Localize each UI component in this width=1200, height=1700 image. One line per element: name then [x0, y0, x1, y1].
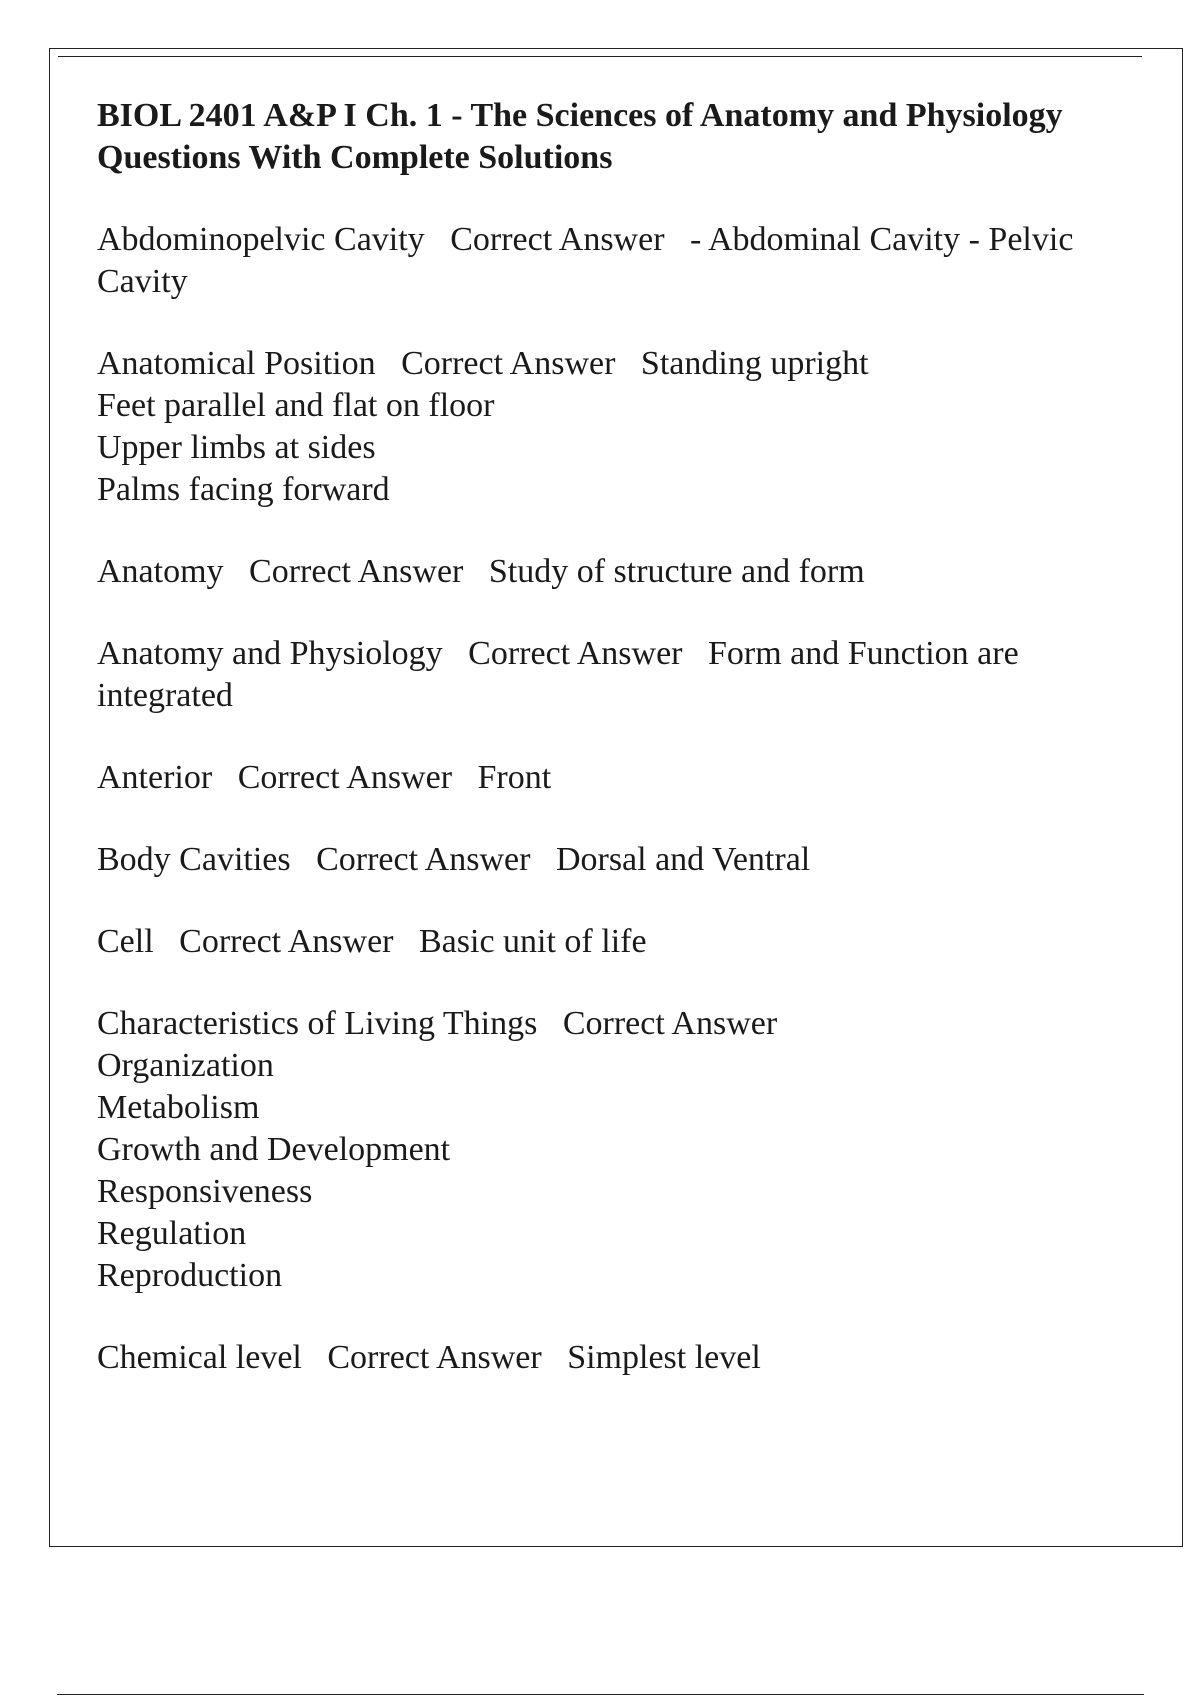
qa-term: Characteristics of Living Things	[97, 1005, 538, 1042]
qa-term: Anatomical Position	[97, 345, 376, 382]
qa-answer: Basic unit of life	[419, 923, 647, 960]
qa-entry	[97, 219, 1087, 303]
qa-entry	[97, 839, 1087, 881]
bottom-rule	[57, 1694, 1144, 1695]
qa-first-line	[97, 551, 1087, 593]
qa-answer-label: Correct Answer	[179, 923, 394, 960]
qa-first-line	[97, 757, 1087, 799]
document-body	[97, 95, 1087, 1419]
qa-answer-label: Correct Answer	[249, 553, 464, 590]
qa-first-line	[97, 633, 1087, 717]
qa-first-line	[97, 921, 1087, 963]
qa-answer-label: Correct Answer	[468, 635, 683, 672]
document-title: BIOL 2401 A&P I Ch. 1 - The Sciences of Anatomy and Physiology Questions With Complete Solutions	[97, 97, 1063, 176]
qa-entry	[97, 921, 1087, 963]
qa-entry	[97, 551, 1087, 593]
qa-term: Anterior	[97, 759, 213, 796]
qa-answer-line: Regulation	[97, 1215, 247, 1252]
qa-answer-line: Metabolism	[97, 1089, 260, 1126]
qa-first-line	[97, 343, 1087, 385]
qa-answer: Standing upright	[640, 345, 869, 382]
qa-answer-label: Correct Answer	[327, 1339, 542, 1376]
qa-answer-line: Growth and Development	[97, 1131, 451, 1168]
qa-answer: Dorsal and Ventral	[555, 841, 811, 878]
qa-entry	[97, 1003, 1087, 1297]
qa-answer-label: Correct Answer	[450, 221, 665, 258]
qa-first-line	[97, 219, 1087, 303]
qa-first-line	[97, 1337, 1087, 1379]
qa-term: Anatomy	[97, 553, 224, 590]
qa-answer: - Abdominal Cavity - Pelvic Cavity	[97, 221, 1074, 300]
qa-answer: Study of structure and form	[488, 553, 865, 590]
qa-answer-label: Correct Answer	[237, 759, 453, 796]
qa-answer-line: Palms facing forward	[97, 471, 390, 508]
top-rule	[58, 56, 1142, 57]
qa-answer-label: Correct Answer	[562, 1005, 778, 1042]
qa-answer-label: Correct Answer	[401, 345, 616, 382]
qa-term: Chemical level	[97, 1339, 302, 1376]
qa-list	[97, 219, 1087, 1379]
qa-answer: Front	[477, 759, 552, 796]
qa-term: Anatomy and Physiology	[97, 635, 443, 672]
qa-term: Abdominopelvic Cavity	[97, 221, 425, 258]
qa-entry	[97, 343, 1087, 511]
qa-answer: Form and Function are integrated	[97, 635, 1019, 714]
qa-term: Body Cavities	[97, 841, 291, 878]
qa-entry	[97, 633, 1087, 717]
qa-answer-line: Organization	[97, 1047, 274, 1084]
qa-answer-line: Feet parallel and flat on floor	[97, 387, 495, 424]
qa-term: Cell	[97, 923, 154, 960]
qa-first-line	[97, 839, 1087, 881]
qa-answer-label: Correct Answer	[316, 841, 531, 878]
qa-answer-line: Responsiveness	[97, 1173, 313, 1210]
qa-answer: Simplest level	[567, 1339, 761, 1376]
qa-answer-line: Upper limbs at sides	[97, 429, 376, 466]
qa-entry	[97, 1337, 1087, 1379]
qa-first-line	[97, 1003, 1087, 1045]
qa-entry	[97, 757, 1087, 799]
qa-answer-line: Reproduction	[97, 1257, 283, 1294]
